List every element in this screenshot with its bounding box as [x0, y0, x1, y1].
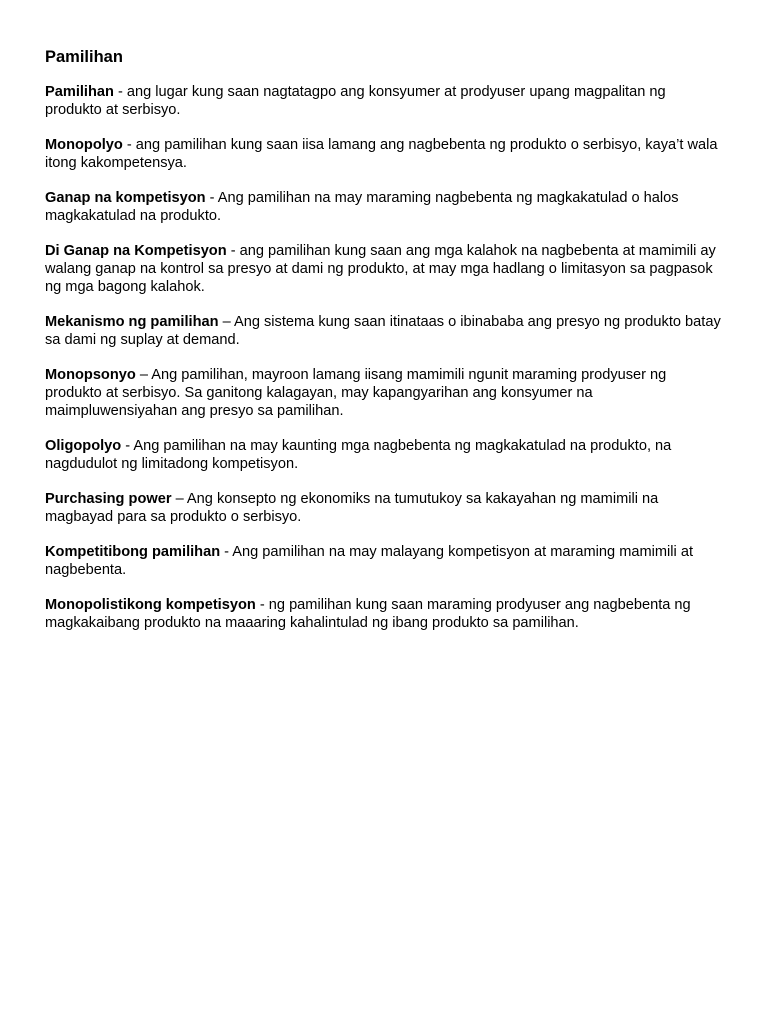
glossary-entry-pamilihan	[45, 83, 721, 119]
glossary-definition: - Ang pamilihan na may kaunting mga nagbebenta ng magkakatulad na produkto, na nagdudulot ng limitadong kompetisyon.	[45, 438, 672, 472]
glossary-definition: – Ang sistema kung saan itinataas o ibinababa ang presyo ng produkto batay sa dami ng suplay at demand.	[45, 314, 721, 348]
glossary-entry-di-ganap-na-kompetisyon	[45, 242, 721, 296]
glossary-definition: - ang lugar kung saan nagtatagpo ang konsyumer at prodyuser upang magpalitan ng produkto at serbisyo.	[45, 84, 666, 118]
glossary-definition: – Ang konsepto ng ekonomiks na tumutukoy sa kakayahan ng mamimili na magbayad para sa produkto o serbisyo.	[45, 491, 659, 525]
glossary-term: Monopsonyo	[45, 367, 136, 383]
glossary-entry-mekanismo-ng-pamilihan	[45, 313, 721, 349]
glossary-definition: – Ang pamilihan, mayroon lamang iisang mamimili ngunit maraming prodyuser ng produkto at serbisyo. Sa ganitong kalagayan, may kapangyarihan ang konsyumer na maimpluwensiyahan ang presyo sa pamilihan.	[45, 367, 667, 419]
glossary-entry-monopolistikong-kompetisyon	[45, 596, 721, 632]
glossary-definition: - Ang pamilihan na may malayang kompetisyon at maraming mamimili at nagbebenta.	[45, 544, 693, 578]
glossary-term: Purchasing power	[45, 491, 172, 507]
glossary-term: Di Ganap na Kompetisyon	[45, 243, 227, 259]
document-title: Pamilihan	[45, 48, 123, 66]
glossary-definition: - ng pamilihan kung saan maraming prodyuser ang nagbebenta ng magkakaibang produkto na maaaring kahalintulad ng ibang produkto sa pamilihan.	[45, 597, 691, 631]
glossary-definition: - ang pamilihan kung saan iisa lamang ang nagbebenta ng produkto o serbisyo, kaya’t wala itong kakompetensya.	[45, 137, 718, 171]
glossary-entry-monopsonyo	[45, 366, 721, 420]
glossary-term: Monopolistikong kompetisyon	[45, 597, 256, 613]
glossary-list	[45, 83, 723, 632]
glossary-definition: - ang pamilihan kung saan ang mga kalahok na nagbebenta at mamimili ay walang ganap na kontrol sa presyo at dami ng produkto, at may mga hadlang o limitasyon sa pagpasok ng mga bagong kalahok.	[45, 243, 716, 295]
glossary-term: Oligopolyo	[45, 438, 122, 454]
glossary-term: Monopolyo	[45, 137, 123, 153]
glossary-definition: - Ang pamilihan na may maraming nagbebenta ng magkakatulad o halos magkakatulad na produkto.	[45, 190, 679, 224]
glossary-entry-monopolyo	[45, 136, 721, 172]
glossary-entry-oligopolyo	[45, 437, 721, 473]
glossary-entry-purchasing-power	[45, 490, 721, 526]
glossary-term: Mekanismo ng pamilihan	[45, 314, 219, 330]
glossary-entry-ganap-na-kompetisyon	[45, 189, 721, 225]
glossary-term: Ganap na kompetisyon	[45, 190, 206, 206]
glossary-term: Kompetitibong pamilihan	[45, 544, 221, 560]
glossary-entry-kompetitibong-pamilihan	[45, 543, 721, 579]
glossary-term: Pamilihan	[45, 84, 114, 100]
